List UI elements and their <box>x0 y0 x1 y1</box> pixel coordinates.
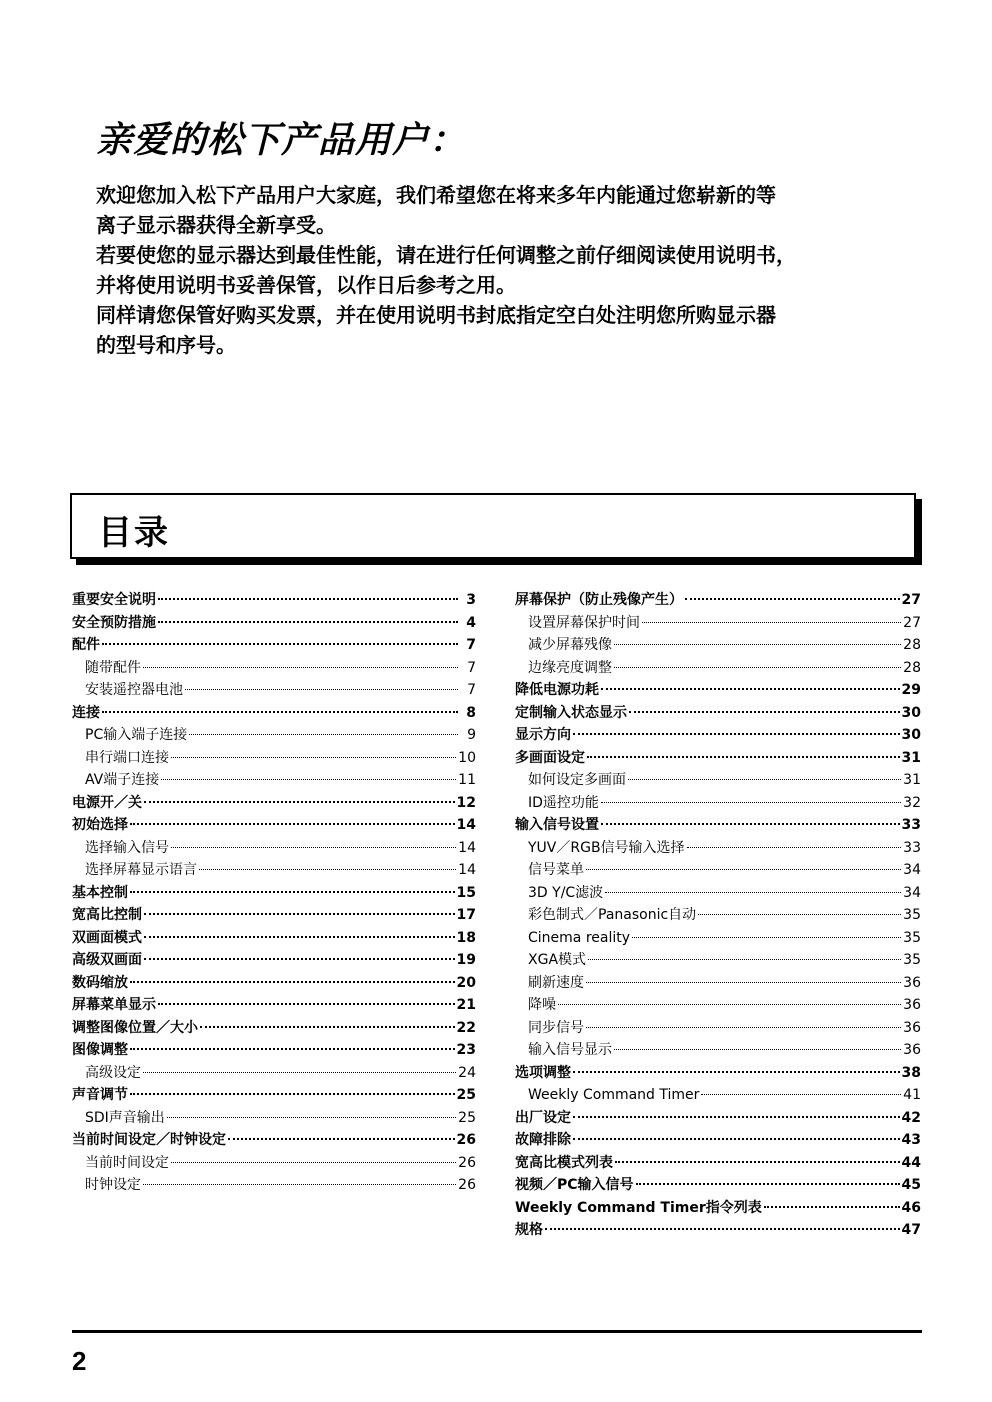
toc-entry-title: 输入信号显示 <box>528 1042 612 1058</box>
toc-entry[interactable] <box>515 1174 921 1197</box>
toc-leader-dots <box>143 1072 456 1073</box>
toc-entry[interactable] <box>72 792 476 815</box>
toc-leader-dots <box>143 1184 456 1185</box>
toc-leader-dots <box>199 869 456 870</box>
toc-right-column <box>515 589 921 1242</box>
toc-entry[interactable] <box>72 814 476 837</box>
toc-entry[interactable] <box>515 1084 921 1107</box>
toc-entry-page: 7 <box>466 637 476 653</box>
toc-entry-title: 同步信号 <box>528 1019 584 1036</box>
toc-leader-dots <box>130 823 455 825</box>
toc-entry-page: 33 <box>901 817 921 833</box>
toc-entry-page: 17 <box>456 907 476 923</box>
toc-entry[interactable] <box>72 1039 476 1062</box>
toc-entry-page: 36 <box>903 997 921 1013</box>
toc-entry-title: Cinema reality <box>528 929 631 946</box>
toc-entry[interactable] <box>72 994 476 1017</box>
intro-line: 同样请您保管好购买发票，并在使用说明书封底指定空白处注明您所购显示器 <box>96 303 776 327</box>
toc-entry[interactable] <box>72 1107 476 1130</box>
toc-entry[interactable] <box>72 589 476 612</box>
toc-entry[interactable] <box>515 904 921 927</box>
toc-entry-title: 连接 <box>72 704 100 721</box>
intro-line: 离子显示器获得全新享受。 <box>96 213 336 237</box>
toc-entry-title: 声音调节 <box>72 1087 128 1103</box>
toc-entry-title: ID遥控功能 <box>528 794 599 811</box>
toc-entry-page: 27 <box>903 614 921 631</box>
toc-entry-title: 定制输入状态显示 <box>515 704 627 721</box>
toc-entry-page: 12 <box>456 794 476 811</box>
toc-entry-page: 27 <box>901 592 921 608</box>
toc-entry-page: 46 <box>901 1199 921 1216</box>
toc-entry[interactable] <box>515 589 921 612</box>
toc-leader-dots <box>588 959 901 960</box>
toc-entry[interactable] <box>72 1152 476 1175</box>
toc-entry-page: 20 <box>456 974 476 991</box>
toc-entry-title: 数码缩放 <box>72 974 128 991</box>
toc-leader-dots <box>764 1206 900 1208</box>
toc-entry-page: 30 <box>901 704 921 721</box>
toc-entry[interactable] <box>72 679 476 702</box>
toc-leader-dots <box>102 643 458 645</box>
toc-entry[interactable] <box>72 904 476 927</box>
toc-entry-page: 28 <box>903 659 921 676</box>
toc-entry-page: 26 <box>456 1132 476 1148</box>
toc-entry[interactable] <box>515 612 921 635</box>
intro-line: 并将使用说明书妥善保管，以作日后参考之用。 <box>96 273 516 297</box>
toc-leader-dots <box>614 1049 901 1050</box>
toc-entry[interactable] <box>72 657 476 680</box>
toc-entry-page: 36 <box>903 974 921 991</box>
toc-entry-page: 38 <box>901 1064 921 1081</box>
toc-leader-dots <box>130 1093 455 1095</box>
toc-entry-title: 随带配件 <box>85 659 141 676</box>
footer-divider <box>72 1330 922 1333</box>
toc-entry-title: 如何设定多画面 <box>528 772 626 788</box>
intro-line: 欢迎您加入松下产品用户大家庭，我们希望您在将来多年内能通过您崭新的等 <box>96 183 776 207</box>
toc-entry-page: 7 <box>467 659 476 676</box>
toc-entry-page: 36 <box>903 1042 921 1058</box>
toc-leader-dots <box>614 644 901 645</box>
toc-entry[interactable] <box>515 837 921 860</box>
toc-leader-dots <box>144 936 455 938</box>
toc-entry-page: 34 <box>903 862 921 878</box>
toc-entry-page: 47 <box>901 1222 921 1238</box>
toc-leader-dots <box>586 1027 901 1028</box>
toc-entry[interactable] <box>515 724 921 747</box>
toc-entry[interactable] <box>515 1107 921 1130</box>
toc-entry-title: 串行端口连接 <box>85 749 169 766</box>
toc-leader-dots <box>628 779 901 780</box>
toc-entry[interactable] <box>515 1017 921 1040</box>
intro-paragraph <box>96 180 916 360</box>
toc-leader-dots <box>601 802 901 803</box>
toc-entry-title: 重要安全说明 <box>72 592 156 608</box>
toc-entry-title: 宽高比控制 <box>72 907 142 923</box>
toc-leader-dots <box>601 688 900 690</box>
toc-entry-page: 43 <box>901 1132 921 1148</box>
toc-leader-dots <box>144 913 455 915</box>
toc-entry[interactable] <box>515 1152 921 1175</box>
toc-entry-title: 图像调整 <box>72 1042 128 1058</box>
toc-leader-dots <box>558 1004 901 1005</box>
toc-leader-dots <box>701 1094 901 1095</box>
toc-entry-title: 高级双画面 <box>72 952 142 968</box>
toc-entry[interactable] <box>515 702 921 725</box>
toc-entry-title: Weekly Command Timer <box>528 1087 700 1103</box>
toc-leader-dots <box>586 982 901 983</box>
toc-entry[interactable] <box>515 792 921 815</box>
toc-entry-title: 规格 <box>515 1222 543 1238</box>
toc-entry[interactable] <box>72 972 476 995</box>
toc-entry-page: 34 <box>903 884 921 901</box>
toc-leader-dots <box>167 1117 456 1118</box>
toc-leader-dots <box>158 598 458 600</box>
toc-entry-page: 11 <box>458 772 476 788</box>
toc-entry[interactable] <box>72 724 476 747</box>
toc-leader-dots <box>102 711 458 713</box>
toc-entry-title: 显示方向 <box>515 727 571 743</box>
toc-entry-title: 边缘亮度调整 <box>528 659 612 676</box>
toc-entry-page: 14 <box>456 817 476 833</box>
toc-entry[interactable] <box>72 747 476 770</box>
toc-leader-dots <box>605 892 901 893</box>
toc-entry-title: 屏幕保护（防止残像产生） <box>515 592 683 608</box>
toc-entry[interactable] <box>72 859 476 882</box>
toc-entry[interactable] <box>515 814 921 837</box>
toc-entry-title: 降低电源功耗 <box>515 682 599 698</box>
toc-entry[interactable] <box>515 634 921 657</box>
toc-entry-page: 45 <box>901 1177 921 1193</box>
toc-leader-dots <box>130 981 455 983</box>
toc-entry-page: 31 <box>903 772 921 788</box>
toc-entry-title: 减少屏幕残像 <box>528 637 612 653</box>
toc-leader-dots <box>687 847 902 848</box>
toc-entry[interactable] <box>72 702 476 725</box>
toc-entry[interactable] <box>72 1017 476 1040</box>
toc-leader-dots <box>573 1116 900 1118</box>
toc-entry-page: 7 <box>467 682 476 698</box>
toc-title: 目录 <box>98 513 170 553</box>
toc-leader-dots <box>171 1162 456 1163</box>
toc-entry-title: 电源开／关 <box>72 794 142 811</box>
toc-leader-dots <box>573 1138 900 1140</box>
toc-entry-page: 31 <box>901 749 921 766</box>
toc-entry[interactable] <box>515 657 921 680</box>
toc-leader-dots <box>130 1048 455 1050</box>
toc-entry-title: 配件 <box>72 637 100 653</box>
toc-entry-page: 28 <box>903 637 921 653</box>
toc-entry-page: 19 <box>456 952 476 968</box>
toc-entry-title: 选择屏幕显示语言 <box>85 862 197 878</box>
toc-entry-page: 44 <box>901 1154 921 1171</box>
toc-entry[interactable] <box>515 1062 921 1085</box>
toc-entry-title: 信号菜单 <box>528 862 584 878</box>
toc-entry-title: 高级设定 <box>85 1064 141 1081</box>
toc-entry-title: 选项调整 <box>515 1064 571 1081</box>
toc-entry[interactable] <box>515 972 921 995</box>
toc-entry-title: 安装遥控器电池 <box>85 682 183 698</box>
toc-leader-dots <box>601 823 900 825</box>
toc-entry-page: 41 <box>903 1087 921 1103</box>
toc-entry[interactable] <box>72 612 476 635</box>
toc-entry-page: 25 <box>458 1109 476 1126</box>
toc-entry-title: 当前时间设定／时钟设定 <box>72 1132 226 1148</box>
toc-leader-dots <box>185 689 458 690</box>
toc-entry[interactable] <box>515 1129 921 1152</box>
toc-entry-page: 8 <box>466 704 476 721</box>
toc-entry-title: YUV／RGB信号输入选择 <box>528 839 685 856</box>
toc-entry-page: 26 <box>458 1154 476 1171</box>
toc-entry-page: 10 <box>458 749 476 766</box>
toc-entry-page: 3 <box>466 592 476 608</box>
toc-entry-page: 14 <box>458 839 476 856</box>
toc-entry-page: 4 <box>466 614 476 631</box>
toc-entry[interactable] <box>72 1062 476 1085</box>
toc-entry-title: 初始选择 <box>72 817 128 833</box>
toc-entry-title: 安全预防措施 <box>72 614 156 631</box>
toc-entry-page: 24 <box>458 1064 476 1081</box>
toc-entry-title: Weekly Command Timer指令列表 <box>515 1199 762 1216</box>
toc-leader-dots <box>545 1228 900 1230</box>
toc-entry-title: 宽高比模式列表 <box>515 1154 613 1171</box>
toc-entry-page: 9 <box>467 727 476 743</box>
toc-leader-dots <box>158 621 458 623</box>
toc-entry[interactable] <box>72 1084 476 1107</box>
toc-leader-dots <box>573 1071 900 1073</box>
toc-entry-page: 15 <box>456 884 476 901</box>
toc-entry-title: 设置屏幕保护时间 <box>528 614 640 631</box>
toc-entry-title: XGA模式 <box>528 952 587 968</box>
toc-entry[interactable] <box>72 927 476 950</box>
toc-entry[interactable] <box>72 634 476 657</box>
toc-entry-page: 33 <box>903 839 921 856</box>
toc-entry-page: 14 <box>458 862 476 878</box>
toc-leader-dots <box>189 734 458 735</box>
toc-entry-page: 18 <box>456 929 476 946</box>
toc-entry[interactable] <box>515 994 921 1017</box>
toc-leader-dots <box>586 869 901 870</box>
toc-entry-page: 36 <box>903 1019 921 1036</box>
toc-leader-dots <box>642 622 901 623</box>
toc-entry-title: 降噪 <box>528 997 556 1013</box>
toc-entry-page: 30 <box>901 727 921 743</box>
toc-entry-page: 21 <box>456 997 476 1013</box>
toc-leader-dots <box>698 914 901 915</box>
toc-entry-title: 双画面模式 <box>72 929 142 946</box>
toc-entry-title: 故障排除 <box>515 1132 571 1148</box>
toc-entry-page: 32 <box>903 794 921 811</box>
toc-entry[interactable] <box>515 949 921 972</box>
toc-entry[interactable] <box>515 1219 921 1242</box>
toc-leader-dots <box>629 711 900 713</box>
toc-entry[interactable] <box>72 1129 476 1152</box>
page-number: 2 <box>72 1346 87 1376</box>
toc-leader-dots <box>143 667 458 668</box>
toc-leader-dots <box>171 847 456 848</box>
toc-leader-dots <box>615 1161 900 1163</box>
toc-entry-page: 23 <box>456 1042 476 1058</box>
toc-leader-dots <box>144 801 455 803</box>
toc-entry-title: 视频／PC输入信号 <box>515 1177 634 1193</box>
toc-leader-dots <box>587 756 900 758</box>
toc-leader-dots <box>573 733 900 735</box>
toc-leader-dots <box>685 598 900 600</box>
toc-entry-page: 35 <box>903 907 921 923</box>
toc-entry-title: 选择输入信号 <box>85 839 169 856</box>
toc-entry-title: 当前时间设定 <box>85 1154 169 1171</box>
toc-entry[interactable] <box>515 769 921 792</box>
toc-title-box <box>70 493 916 559</box>
toc-entry[interactable] <box>515 927 921 950</box>
toc-entry-page: 35 <box>903 929 921 946</box>
toc-entry-page: 26 <box>458 1177 476 1193</box>
toc-entry[interactable] <box>72 882 476 905</box>
intro-line: 的型号和序号。 <box>96 333 236 357</box>
toc-entry-title: 输入信号设置 <box>515 817 599 833</box>
toc-entry[interactable] <box>72 1174 476 1197</box>
toc-entry-page: 25 <box>456 1087 476 1103</box>
toc-leader-dots <box>144 958 455 960</box>
toc-entry-title: 出厂设定 <box>515 1109 571 1126</box>
toc-entry[interactable] <box>515 679 921 702</box>
toc-entry[interactable] <box>72 769 476 792</box>
toc-entry-title: 基本控制 <box>72 884 128 901</box>
toc-entry-title: 屏幕菜单显示 <box>72 997 156 1013</box>
greeting-heading: 亲爱的松下产品用户： <box>96 120 467 161</box>
toc-leader-dots <box>158 1003 455 1005</box>
toc-entry-title: 彩色制式／Panasonic自动 <box>528 907 697 923</box>
toc-entry[interactable] <box>72 837 476 860</box>
toc-entry-page: 22 <box>456 1019 476 1036</box>
toc-entry[interactable] <box>515 1039 921 1062</box>
toc-entry-page: 42 <box>901 1109 921 1126</box>
toc-entry-title: 时钟设定 <box>85 1177 141 1193</box>
toc-entry-title: 3D Y/C滤波 <box>528 884 604 901</box>
toc-leader-dots <box>161 779 456 780</box>
toc-entry[interactable] <box>515 882 921 905</box>
toc-entry[interactable] <box>72 949 476 972</box>
toc-leader-dots <box>614 667 901 668</box>
toc-entry-title: SDI声音输出 <box>85 1109 165 1126</box>
toc-entry-title: 刷新速度 <box>528 974 584 991</box>
toc-entry-title: 调整图像位置／大小 <box>72 1019 198 1036</box>
toc-entry[interactable] <box>515 747 921 770</box>
toc-leader-dots <box>200 1026 455 1028</box>
toc-entry-page: 29 <box>901 682 921 698</box>
toc-entry-page: 35 <box>903 952 921 968</box>
toc-entry-title: 多画面设定 <box>515 749 585 766</box>
toc-leader-dots <box>228 1138 455 1140</box>
toc-entry-title: PC输入端子连接 <box>85 727 188 743</box>
toc-leader-dots <box>636 1183 900 1185</box>
toc-left-column <box>72 589 476 1197</box>
toc-entry[interactable] <box>515 859 921 882</box>
toc-entry-title: AV端子连接 <box>85 772 160 788</box>
toc-entry[interactable] <box>515 1197 921 1220</box>
toc-leader-dots <box>130 891 455 893</box>
intro-line: 若要使您的显示器达到最佳性能，请在进行任何调整之前仔细阅读使用说明书， <box>96 243 796 267</box>
toc-leader-dots <box>171 757 456 758</box>
toc-leader-dots <box>632 937 901 938</box>
